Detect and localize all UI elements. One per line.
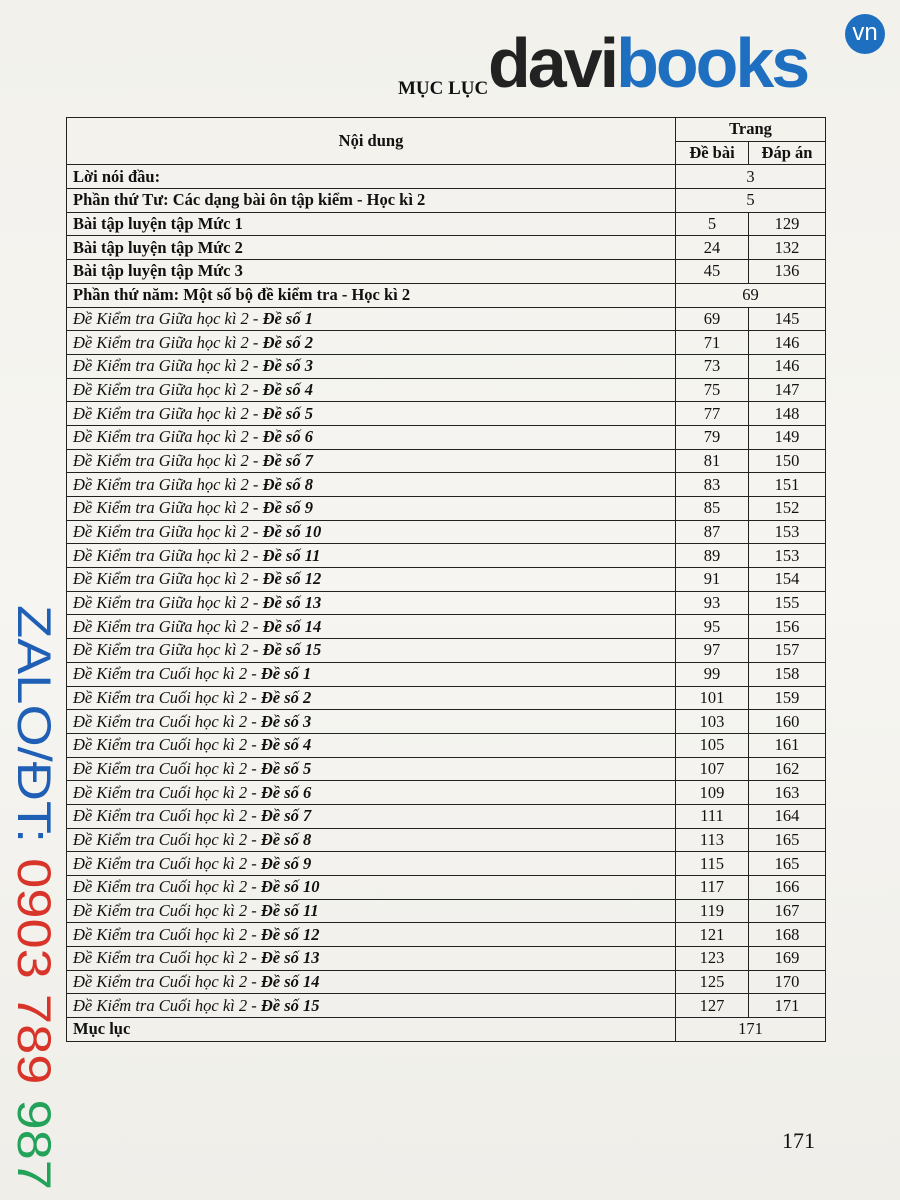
- watermark-segment: 987: [8, 1084, 61, 1176]
- zalo-watermark: [6, 605, 61, 1190]
- row-label: [67, 828, 676, 852]
- toc-row-test: [67, 781, 826, 805]
- toc-row-test: [67, 520, 826, 544]
- row-dap-an: 166: [749, 876, 826, 900]
- test-type: Đề Kiểm tra Cuối học kì 2 -: [73, 806, 261, 826]
- test-number: Đề số 6: [260, 782, 312, 802]
- header-de-bai: Đề bài: [676, 141, 749, 165]
- row-label: [67, 710, 676, 734]
- toc-row-test: [67, 307, 826, 331]
- header-dap-an: Đáp án: [749, 141, 826, 165]
- test-type: Đề Kiểm tra Giữa học kì 2 -: [73, 545, 263, 565]
- test-type: Đề Kiểm tra Giữa học kì 2 -: [73, 474, 263, 494]
- row-dap-an: 155: [749, 591, 826, 615]
- row-label: [67, 449, 676, 473]
- test-number: Đề số 5: [262, 403, 313, 423]
- row-de-bai: 5: [676, 212, 749, 236]
- row-de-bai: 127: [676, 994, 749, 1018]
- row-de-bai: 109: [676, 781, 749, 805]
- row-dap-an: 154: [749, 568, 826, 592]
- row-de-bai: 71: [676, 331, 749, 355]
- toc-row-test: [67, 686, 826, 710]
- page-title: MỤC LỤC: [398, 78, 489, 99]
- test-type: Đề Kiểm tra Giữa học kì 2 -: [73, 403, 263, 423]
- toc-row-intro: [67, 165, 826, 189]
- row-de-bai: 107: [676, 757, 749, 781]
- row-dap-an: 164: [749, 804, 826, 828]
- toc-row-test: [67, 923, 826, 947]
- zalo-watermark-text: [8, 605, 61, 1190]
- watermark-segment: ZALO/ĐT:: [8, 605, 61, 812]
- test-number: Đề số 3: [262, 356, 313, 376]
- toc-row-practice: [67, 236, 826, 260]
- test-type: Đề Kiểm tra Giữa học kì 2 -: [73, 308, 263, 328]
- row-de-bai: 115: [676, 852, 749, 876]
- row-dap-an: 158: [749, 662, 826, 686]
- row-dap-an: 170: [749, 970, 826, 994]
- row-de-bai: 77: [676, 402, 749, 426]
- row-dap-an: 169: [749, 947, 826, 971]
- test-type: Đề Kiểm tra Cuối học kì 2 -: [73, 995, 261, 1015]
- logo-davi: davi: [488, 24, 617, 102]
- row-de-bai: 85: [676, 497, 749, 521]
- row-dap-an: 165: [749, 852, 826, 876]
- row-de-bai: 79: [676, 425, 749, 449]
- test-type: Đề Kiểm tra Cuối học kì 2 -: [73, 948, 261, 968]
- row-dap-an: 161: [749, 733, 826, 757]
- test-type: Đề Kiểm tra Cuối học kì 2 -: [73, 829, 261, 849]
- row-dap-an: 148: [749, 402, 826, 426]
- test-type: Đề Kiểm tra Cuối học kì 2 -: [73, 972, 261, 992]
- test-number: Đề số 11: [260, 901, 319, 921]
- test-type: Đề Kiểm tra Giữa học kì 2 -: [73, 356, 263, 376]
- davibooks-logo: [488, 18, 878, 102]
- row-de-bai: 119: [676, 899, 749, 923]
- row-dap-an: 159: [749, 686, 826, 710]
- row-label: [67, 852, 676, 876]
- row-de-bai: 125: [676, 970, 749, 994]
- toc-body: [67, 165, 826, 1041]
- row-label: [67, 923, 676, 947]
- row-dap-an: 162: [749, 757, 826, 781]
- toc-row-part4: [67, 189, 826, 213]
- test-number: Đề số 4: [260, 735, 312, 755]
- test-number: Đề số 14: [260, 972, 320, 992]
- row-dap-an: 153: [749, 544, 826, 568]
- row-label: [67, 307, 676, 331]
- row-de-bai: 117: [676, 876, 749, 900]
- row-label: [67, 568, 676, 592]
- toc-row-test: [67, 331, 826, 355]
- row-de-bai: 121: [676, 923, 749, 947]
- row-dap-an: 156: [749, 615, 826, 639]
- toc-row-test: [67, 852, 826, 876]
- toc-row-muc-luc: [67, 1018, 826, 1042]
- toc-row-test: [67, 757, 826, 781]
- test-type: Đề Kiểm tra Cuối học kì 2 -: [73, 687, 261, 707]
- test-number: Đề số 13: [262, 593, 322, 613]
- toc-row-practice: [67, 260, 826, 284]
- test-type: Đề Kiểm tra Cuối học kì 2 -: [73, 758, 261, 778]
- row-dap-an: 168: [749, 923, 826, 947]
- row-de-bai: 93: [676, 591, 749, 615]
- watermark-segment: 0903 789: [8, 843, 61, 1053]
- row-dap-an: 146: [749, 354, 826, 378]
- row-label: [67, 331, 676, 355]
- row-de-bai: 24: [676, 236, 749, 260]
- row-label: [67, 733, 676, 757]
- row-dap-an: 167: [749, 899, 826, 923]
- test-type: Đề Kiểm tra Cuối học kì 2 -: [73, 877, 261, 897]
- toc-row-practice: [67, 212, 826, 236]
- toc-row-test: [67, 497, 826, 521]
- toc-row-test: [67, 733, 826, 757]
- row-de-bai: 111: [676, 804, 749, 828]
- toc-row-test: [67, 639, 826, 663]
- toc-row-test: [67, 876, 826, 900]
- test-number: Đề số 3: [260, 711, 312, 731]
- header-trang: Trang: [676, 118, 826, 142]
- row-label: [67, 425, 676, 449]
- row-label: [67, 497, 676, 521]
- test-type: Đề Kiểm tra Giữa học kì 2 -: [73, 593, 263, 613]
- row-label: [67, 899, 676, 923]
- row-dap-an: 165: [749, 828, 826, 852]
- row-dap-an: 157: [749, 639, 826, 663]
- row-label: Mục lục: [67, 1018, 676, 1042]
- test-number: Đề số 8: [262, 474, 313, 494]
- row-page: 5: [676, 189, 826, 213]
- toc-row-test: [67, 378, 826, 402]
- row-de-bai: 75: [676, 378, 749, 402]
- row-label: [67, 970, 676, 994]
- row-label: [67, 402, 676, 426]
- row-page: 69: [676, 283, 826, 307]
- row-label: [67, 686, 676, 710]
- test-number: Đề số 9: [260, 853, 312, 873]
- test-number: Đề số 1: [260, 664, 312, 684]
- row-de-bai: 81: [676, 449, 749, 473]
- row-label: Lời nói đầu:: [67, 165, 676, 189]
- row-label: [67, 757, 676, 781]
- test-type: Đề Kiểm tra Cuối học kì 2 -: [73, 711, 261, 731]
- test-type: Đề Kiểm tra Giữa học kì 2 -: [73, 379, 263, 399]
- toc-row-test: [67, 662, 826, 686]
- row-dap-an: 147: [749, 378, 826, 402]
- row-dap-an: 149: [749, 425, 826, 449]
- row-dap-an: 153: [749, 520, 826, 544]
- row-de-bai: 123: [676, 947, 749, 971]
- toc-row-test: [67, 710, 826, 734]
- test-type: Đề Kiểm tra Cuối học kì 2 -: [73, 735, 261, 755]
- test-number: Đề số 12: [262, 569, 322, 589]
- test-number: Đề số 10: [262, 522, 322, 542]
- row-page: 3: [676, 165, 826, 189]
- row-label: [67, 804, 676, 828]
- row-page: 171: [676, 1018, 826, 1042]
- test-type: Đề Kiểm tra Cuối học kì 2 -: [73, 924, 261, 944]
- toc-row-part5: [67, 283, 826, 307]
- test-number: Đề số 13: [260, 948, 320, 968]
- toc-row-test: [67, 899, 826, 923]
- logo-books: books: [616, 24, 808, 102]
- toc-row-test: [67, 947, 826, 971]
- test-type: Đề Kiểm tra Giữa học kì 2 -: [73, 332, 263, 352]
- row-label: [67, 662, 676, 686]
- row-label: Phần thứ năm: Một số bộ đề kiểm tra - Học kì 2: [67, 283, 676, 307]
- row-de-bai: 95: [676, 615, 749, 639]
- test-number: Đề số 14: [262, 616, 322, 636]
- toc-row-test: [67, 970, 826, 994]
- test-number: Đề số 2: [260, 687, 312, 707]
- test-type: Đề Kiểm tra Giữa học kì 2 -: [73, 616, 263, 636]
- row-label: [67, 378, 676, 402]
- test-number: Đề số 5: [260, 758, 312, 778]
- test-type: Đề Kiểm tra Giữa học kì 2 -: [73, 498, 263, 518]
- toc-row-test: [67, 354, 826, 378]
- toc-row-test: [67, 994, 826, 1018]
- toc-row-test: [67, 544, 826, 568]
- row-dap-an: 129: [749, 212, 826, 236]
- test-number: Đề số 10: [260, 877, 320, 897]
- row-de-bai: 89: [676, 544, 749, 568]
- test-type: Đề Kiểm tra Giữa học kì 2 -: [73, 640, 263, 660]
- row-dap-an: 150: [749, 449, 826, 473]
- test-number: Đề số 15: [260, 995, 320, 1015]
- toc-row-test: [67, 568, 826, 592]
- test-number: Đề số 9: [262, 498, 313, 518]
- row-label: [67, 781, 676, 805]
- test-number: Đề số 2: [262, 332, 313, 352]
- test-number: Đề số 15: [262, 640, 322, 660]
- row-de-bai: 73: [676, 354, 749, 378]
- row-label: [67, 544, 676, 568]
- test-type: Đề Kiểm tra Cuối học kì 2 -: [73, 664, 261, 684]
- test-type: Đề Kiểm tra Cuối học kì 2 -: [73, 901, 261, 921]
- row-dap-an: 163: [749, 781, 826, 805]
- row-label: Bài tập luyện tập Mức 1: [67, 212, 676, 236]
- test-number: Đề số 8: [260, 829, 312, 849]
- test-number: Đề số 4: [262, 379, 313, 399]
- test-number: Đề số 11: [262, 545, 321, 565]
- toc-table: [66, 117, 826, 1042]
- row-dap-an: 152: [749, 497, 826, 521]
- header-content: Nội dung: [67, 118, 676, 165]
- toc-row-test: [67, 591, 826, 615]
- toc-row-test: [67, 425, 826, 449]
- toc-row-test: [67, 828, 826, 852]
- row-label: [67, 615, 676, 639]
- row-dap-an: 145: [749, 307, 826, 331]
- test-number: Đề số 12: [260, 924, 320, 944]
- row-dap-an: 160: [749, 710, 826, 734]
- row-label: [67, 639, 676, 663]
- test-type: Đề Kiểm tra Giữa học kì 2 -: [73, 450, 263, 470]
- row-label: [67, 876, 676, 900]
- toc-row-test: [67, 402, 826, 426]
- header-row: [67, 118, 826, 142]
- row-dap-an: 132: [749, 236, 826, 260]
- test-type: Đề Kiểm tra Giữa học kì 2 -: [73, 522, 263, 542]
- row-dap-an: 151: [749, 473, 826, 497]
- row-label: [67, 947, 676, 971]
- test-number: Đề số 6: [262, 427, 313, 447]
- toc-row-test: [67, 615, 826, 639]
- row-label: [67, 520, 676, 544]
- test-type: Đề Kiểm tra Cuối học kì 2 -: [73, 782, 261, 802]
- toc-row-test: [67, 804, 826, 828]
- row-de-bai: 113: [676, 828, 749, 852]
- row-label: Bài tập luyện tập Mức 3: [67, 260, 676, 284]
- row-de-bai: 105: [676, 733, 749, 757]
- row-de-bai: 101: [676, 686, 749, 710]
- test-type: Đề Kiểm tra Cuối học kì 2 -: [73, 853, 261, 873]
- row-de-bai: 97: [676, 639, 749, 663]
- row-label: Bài tập luyện tập Mức 2: [67, 236, 676, 260]
- toc-row-test: [67, 473, 826, 497]
- row-de-bai: 91: [676, 568, 749, 592]
- logo-vn-badge: vn: [845, 14, 885, 54]
- row-label: [67, 591, 676, 615]
- row-label: [67, 994, 676, 1018]
- row-de-bai: 45: [676, 260, 749, 284]
- row-de-bai: 83: [676, 473, 749, 497]
- row-label: Phần thứ Tư: Các dạng bài ôn tập kiểm - Học kì 2: [67, 189, 676, 213]
- test-type: Đề Kiểm tra Giữa học kì 2 -: [73, 569, 263, 589]
- row-dap-an: 146: [749, 331, 826, 355]
- row-label: [67, 354, 676, 378]
- row-dap-an: 171: [749, 994, 826, 1018]
- row-label: [67, 473, 676, 497]
- test-number: Đề số 7: [262, 450, 313, 470]
- row-de-bai: 69: [676, 307, 749, 331]
- test-type: Đề Kiểm tra Giữa học kì 2 -: [73, 427, 263, 447]
- row-de-bai: 99: [676, 662, 749, 686]
- toc-row-test: [67, 449, 826, 473]
- row-de-bai: 103: [676, 710, 749, 734]
- page-number: 171: [782, 1128, 815, 1153]
- test-number: Đề số 1: [262, 308, 313, 328]
- row-de-bai: 87: [676, 520, 749, 544]
- test-number: Đề số 7: [260, 806, 312, 826]
- row-dap-an: 136: [749, 260, 826, 284]
